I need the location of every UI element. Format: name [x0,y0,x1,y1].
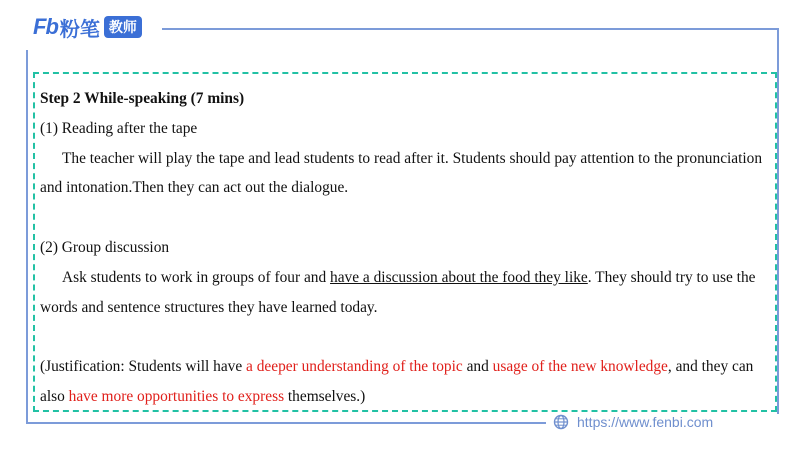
justification-highlight-2: usage of the new knowledge [492,358,668,376]
globe-icon [553,414,569,430]
logo-name: 粉笔 [59,18,100,41]
brand-logo [33,15,142,39]
frame-top-line [162,28,778,30]
justification-part-1: (Justification: Students will have [40,358,247,376]
logo-mark: Fb [33,14,58,39]
section2-title: (2) Group discussion [40,238,170,256]
justification-part-2: and [462,358,493,376]
step-heading: Step 2 While-speaking (7 mins) [40,90,245,107]
section2-body-end: . They should try to use the words and sentence structures they have learned today. [40,268,756,316]
lesson-plan-text [40,84,768,412]
spacer [40,203,768,233]
logo-badge: 教师 [104,16,142,38]
justification [40,352,768,412]
section2-underlined-phrase: have a discussion about the food they like [330,268,588,286]
section1-body: The teacher will play the tape and lead students to read after it. Students should pay attention to the pronunciation and intonation.Then they can act out the dialogue. [40,149,763,197]
frame-left-line [26,50,28,423]
section2-body-start: Ask students to work in groups of four and [62,268,331,286]
footer-url-text[interactable]: https://www.fenbi.com [577,414,714,430]
footer-url[interactable] [553,412,713,432]
justification-part-4: themselves.) [284,387,366,405]
section1-title: (1) Reading after the tape [40,119,198,137]
justification-part-3: , and they can also [40,358,754,405]
spacer [40,322,768,352]
justification-highlight-1: a deeper understanding of the topic [246,358,463,376]
frame-bottom-line [26,422,546,424]
justification-highlight-3: have more opportunities to express [68,387,285,405]
frame-right-line [777,28,779,414]
section2-body [40,263,768,323]
